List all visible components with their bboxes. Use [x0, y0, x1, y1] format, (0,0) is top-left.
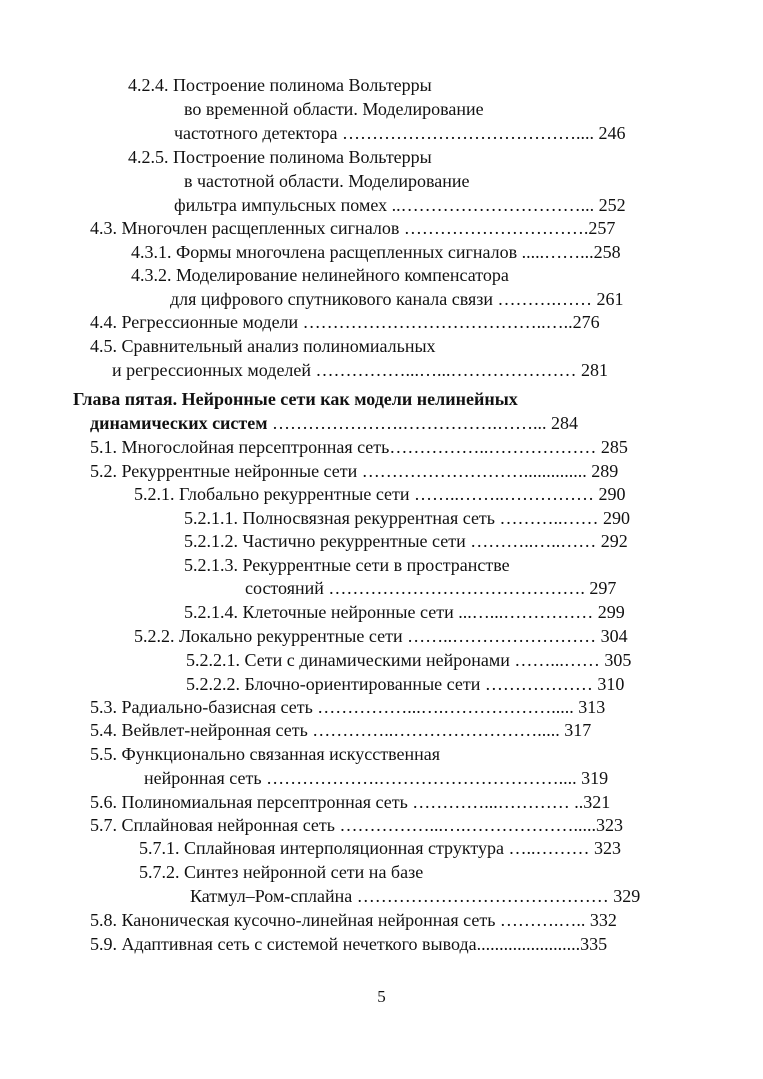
page-number: 5: [377, 987, 386, 1006]
toc-line: 4.5. Сравнительный анализ полиномиальных: [90, 336, 436, 356]
toc-line: во временной области. Моделирование: [184, 99, 484, 119]
toc-line: 5.2.1.1. Полносвязная рекуррентная сеть ………..…… 290: [184, 508, 631, 528]
toc-line: 5.2.1. Глобально рекуррентные сети ……..……..…………… 290: [134, 484, 626, 504]
toc-line: 5.3. Радиально-базисная сеть ……………...….………………..... 313: [90, 697, 606, 717]
toc-line: 4.3.2. Моделирование нелинейного компенсатора: [131, 265, 509, 285]
toc-line: 4.2.4. Построение полинома Вольтерры: [128, 75, 432, 95]
chapter-heading-bold-part: динамических систем: [90, 413, 273, 433]
chapter-heading-continued: [90, 413, 578, 433]
toc-line: 5.2.2.2. Блочно-ориентированные сети ……………… 310: [186, 674, 625, 694]
toc-line: фильтра импульсных помех ..…………………………... 252: [174, 195, 626, 215]
toc-line: 5.1. Многослойная персептронная сеть……………..……………… 285: [90, 437, 628, 457]
toc-line: нейронная сеть ……………….………………………….... 319: [144, 768, 609, 788]
toc-line: 5.6. Полиномиальная персептронная сеть …………...………… ..321: [90, 792, 611, 812]
toc-line: 5.7.1. Сплайновая интерполяционная структура …..……… 323: [139, 838, 621, 858]
toc-line: 5.2. Рекуррентные нейронные сети ……………………….............. 289: [90, 461, 619, 481]
toc-line: 5.2.1.2. Частично рекуррентные сети ………..…..…… 292: [184, 531, 628, 551]
toc-line: в частотной области. Моделирование: [184, 171, 470, 191]
toc-line: 5.2.1.3. Рекуррентные сети в пространстве: [184, 555, 510, 575]
toc-line: и регрессионных моделей ……………...…...………………… 281: [112, 360, 609, 380]
toc-line: 5.5. Функционально связанная искусственная: [90, 744, 441, 764]
toc-line: 4.2.5. Построение полинома Вольтерры: [128, 147, 432, 167]
toc-line: 5.2.1.4. Клеточные нейронные сети ...…...…………… 299: [184, 602, 625, 622]
toc-line: 4.4. Регрессионные модели …………………………………..…..276: [90, 312, 600, 332]
toc-line: 5.4. Вейвлет-нейронная сеть …………..……………………..... 317: [90, 720, 592, 740]
toc-line: частотного детектора ………………………………….... 246: [174, 123, 626, 143]
toc-line: 5.7.2. Синтез нейронной сети на базе: [139, 862, 424, 882]
toc-line: 4.3. Многочлен расщепленных сигналов ………………………….257: [90, 218, 616, 238]
toc-line: 5.9. Адаптивная сеть с системой нечеткого вывода.......................335: [90, 934, 608, 954]
chapter-heading-page: ………………….…………….……... 284: [272, 413, 579, 433]
toc-line: Катмул–Ром-сплайна …………………………………… 329: [190, 886, 641, 906]
toc-line: 4.3.1. Формы многочлена расщепленных сигналов .....……...258: [131, 242, 621, 262]
toc-line: 5.2.2. Локально рекуррентные сети ……..…………………… 304: [134, 626, 628, 646]
toc-line: 5.2.2.1. Сети с динамическими нейронами ……...…… 305: [186, 650, 632, 670]
toc-line: 5.7. Сплайновая нейронная сеть ……………...….……………….....323: [90, 815, 623, 835]
chapter-heading: Глава пятая. Нейронные сети как модели нелинейных: [73, 389, 518, 409]
toc-line: для цифрового спутникового канала связи ……….…… 261: [170, 289, 624, 309]
toc-line: состояний ……………………………………. 297: [245, 578, 617, 598]
toc-line: 5.8. Каноническая кусочно-линейная нейронная сеть ……….….. 332: [90, 910, 617, 930]
